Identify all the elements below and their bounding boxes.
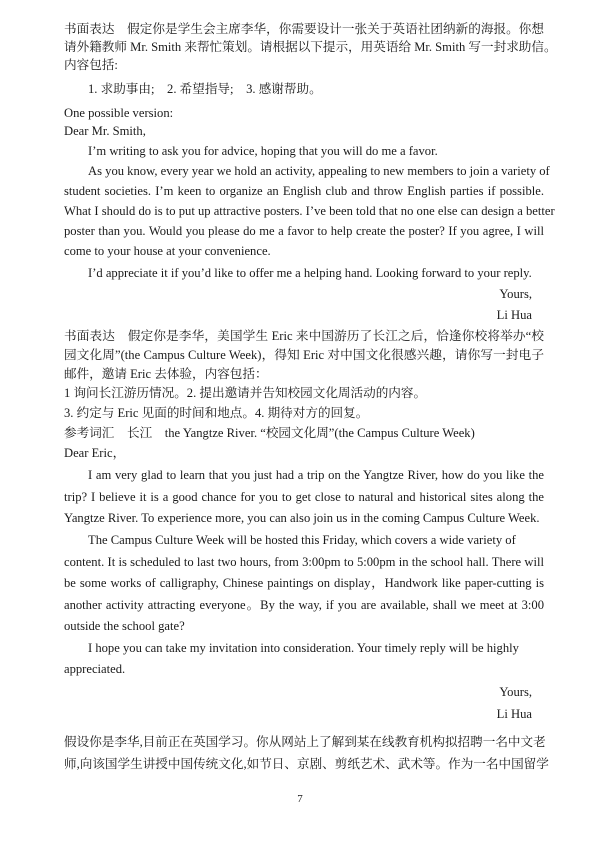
task1-points: 1. 求助事由; 2. 希望指导; 3. 感谢帮助。 (88, 82, 322, 96)
task2-prompt-line-1: 书面表达 假定你是李华，美国学生 Eric 来中国游历了长江之后，恰逢你校将举办“校 (64, 329, 544, 343)
task2-points-line-2: 3. 约定与 Eric 见面的时间和地点。4. 期待对方的回复。 (64, 406, 369, 420)
task2-closing: Yours, (499, 685, 532, 699)
task1-body-line-5: poster than you. Would you please do me a favor to help create the poster? If you agree, I will (64, 224, 544, 238)
task1-body-line-2: As you know, every year we hold an activity, appealing to new members to join a variety of (88, 164, 550, 178)
task2-body-line-9: I hope you can take my invitation into consideration. Your timely reply will be highly (88, 641, 519, 655)
task2-body-line-10: appreciated. (64, 662, 126, 676)
task2-body-line-4: The Campus Culture Week will be hosted this Friday, which covers a wide variety of (88, 533, 516, 547)
task1-prompt-line-1: 书面表达 假定你是学生会主席李华，你需要设计一张关于英语社团纳新的海报。你想 (64, 22, 544, 36)
task2-body-line-6: be some works of calligraphy, Chinese paintings on display，Handwork like paper-cutting is (64, 576, 544, 590)
task1-version-label: One possible version: (64, 106, 174, 120)
task3-prompt-line-2: 师,向该国学生讲授中国传统文化,如节日、京剧、剪纸艺术、武术等。作为一名中国留学 (64, 757, 549, 771)
task1-body-line-4: What I should do is to put up attractive posters. I’ve been told that no one else can design a better (64, 204, 555, 218)
task2-prompt-line-2: 园文化周”(the Campus Culture Week)，得知 Eric 对中国文化很感兴趣，请你写一封电子 (64, 348, 544, 362)
task1-body-line-6: come to your house at your convenience. (64, 244, 271, 258)
task2-prompt-line-3: 邮件，邀请 Eric 去体验，内容包括： (64, 367, 268, 381)
task2-body-line-5: content. It is scheduled to last two hours, from 3:00pm to 5:00pm in the school hall. There will (64, 555, 544, 569)
task1-closing: Yours, (499, 287, 532, 301)
task2-body-line-7: another activity attracting everyone。By the way, if you are available, shall we meet at 3:00 (64, 598, 544, 612)
task2-body-line-1: I am very glad to learn that you just had a trip on the Yangtze River, how do you like the (88, 468, 544, 482)
task3-prompt-line-1: 假设你是李华,目前正在英国学习。你从网站上了解到某在线教育机构拟招聘一名中文老 (64, 735, 546, 749)
task2-body-line-8: outside the school gate? (64, 619, 185, 633)
page-number: 7 (297, 793, 303, 805)
task1-signature: Li Hua (496, 308, 532, 322)
task1-salutation: Dear Mr. Smith, (64, 124, 146, 138)
task2-vocab: 参考词汇 长江 the Yangtze River. “校园文化周”(the Campus Culture Week) (64, 426, 475, 440)
task1-prompt-line-2: 请外籍教师 Mr. Smith 来帮忙策划。请根据以下提示，用英语给 Mr. Smith 写一封求助信。 (64, 40, 557, 54)
task2-signature: Li Hua (496, 707, 532, 721)
task1-prompt-line-3: 内容包括: (64, 58, 118, 72)
task1-body-line-1: I’m writing to ask you for advice, hoping that you will do me a favor. (88, 144, 438, 158)
task1-body-line-7: I’d appreciate it if you’d like to offer me a helping hand. Looking forward to your reply. (88, 266, 532, 280)
task2-body-line-3: Yangtze River. To experience more, you can also join us in the coming Campus Culture Week. (64, 511, 540, 525)
task1-body-line-3: student societies. I’m keen to organize an English club and throw English parties if possible. (64, 184, 544, 198)
task2-salutation: Dear Eric， (64, 446, 126, 460)
task2-points-line-1: 1 询问长江游历情况。2. 提出邀请并告知校园文化周活动的内容。 (64, 386, 427, 400)
task2-body-line-2: trip? I believe it is a good chance for you to get close to natural and historical sites along the (64, 490, 544, 504)
